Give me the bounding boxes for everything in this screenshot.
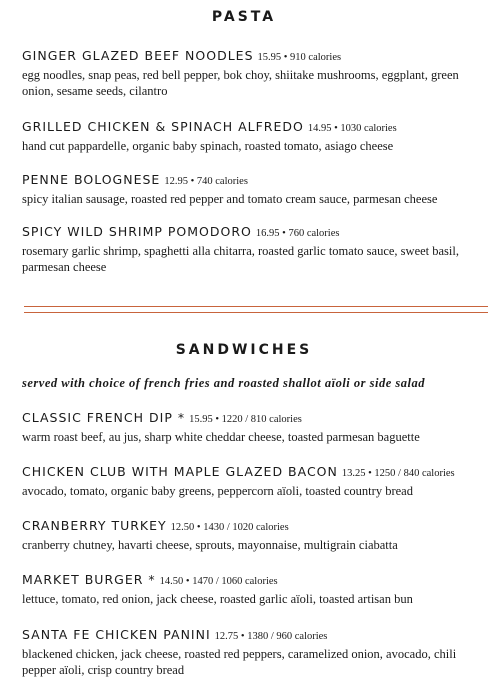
item-description: cranberry chutney, havarti cheese, sprouts, mayonnaise, multigrain ciabatta [22,538,398,552]
menu-item [22,47,482,99]
item-name: SANTA FE CHICKEN PANINI [22,627,211,642]
item-price: 16.95 • 760 calories [255,228,340,239]
item-description: lettuce, tomato, red onion, jack cheese, roasted garlic aïoli, toasted artisan bun [22,592,413,606]
section-divider [24,306,488,313]
item-name: CHICKEN CLUB WITH MAPLE GLAZED BACON [22,464,338,479]
item-price: 12.50 • 1430 / 1020 calories [170,522,289,533]
item-description: egg noodles, snap peas, red bell pepper, bok choy, shiitake mushrooms, eggplant, green onion, sesame seeds, cilantro [22,68,459,98]
item-price: 13.25 • 1250 / 840 calories [341,468,455,479]
item-name: SPICY WILD SHRIMP POMODORO [22,224,252,239]
sandwiches-section-title: SANDWICHES [175,342,313,358]
item-price: 12.75 • 1380 / 960 calories [214,631,328,642]
menu-item [22,171,482,207]
item-description: warm roast beef, au jus, sharp white cheddar cheese, toasted parmesan baguette [22,430,420,444]
menu-item [22,626,482,678]
item-description: spicy italian sausage, roasted red pepper and tomato cream sauce, parmesan cheese [22,192,438,206]
item-name: GINGER GLAZED BEEF NOODLES [22,48,254,63]
item-name: GRILLED CHICKEN & SPINACH ALFREDO [22,119,304,134]
item-description: blackened chicken, jack cheese, roasted red peppers, caramelized onion, avocado, chili pepper aïoli, crisp country bread [22,647,457,677]
item-price: 12.95 • 740 calories [164,176,248,187]
item-name: PENNE BOLOGNESE [22,172,161,187]
menu-item [22,517,482,553]
sandwiches-subtitle: served with choice of french fries and roasted shallot aïoli or side salad [22,376,425,390]
menu-item [22,118,482,154]
item-description: hand cut pappardelle, organic baby spinach, roasted tomato, asiago cheese [22,139,394,153]
item-description: avocado, tomato, organic baby greens, peppercorn aïoli, toasted country bread [22,484,413,498]
item-price: 15.95 • 1220 / 810 calories [189,414,302,425]
item-name: CLASSIC FRENCH DIP * [22,410,186,425]
menu-item [22,463,482,499]
pasta-section-title: PASTA [211,9,277,25]
item-price: 14.95 • 1030 calories [307,123,397,134]
menu-item [22,571,482,607]
item-description: rosemary garlic shrimp, spaghetti alla chitarra, roasted garlic tomato sauce, sweet basil, parmesan cheese [22,244,459,274]
item-price: 14.50 • 1470 / 1060 calories [159,576,278,587]
item-name: CRANBERRY TURKEY [22,518,167,533]
item-name: MARKET BURGER * [22,572,156,587]
menu-item [22,409,482,445]
menu-item [22,223,482,275]
item-price: 15.95 • 910 calories [257,52,342,63]
